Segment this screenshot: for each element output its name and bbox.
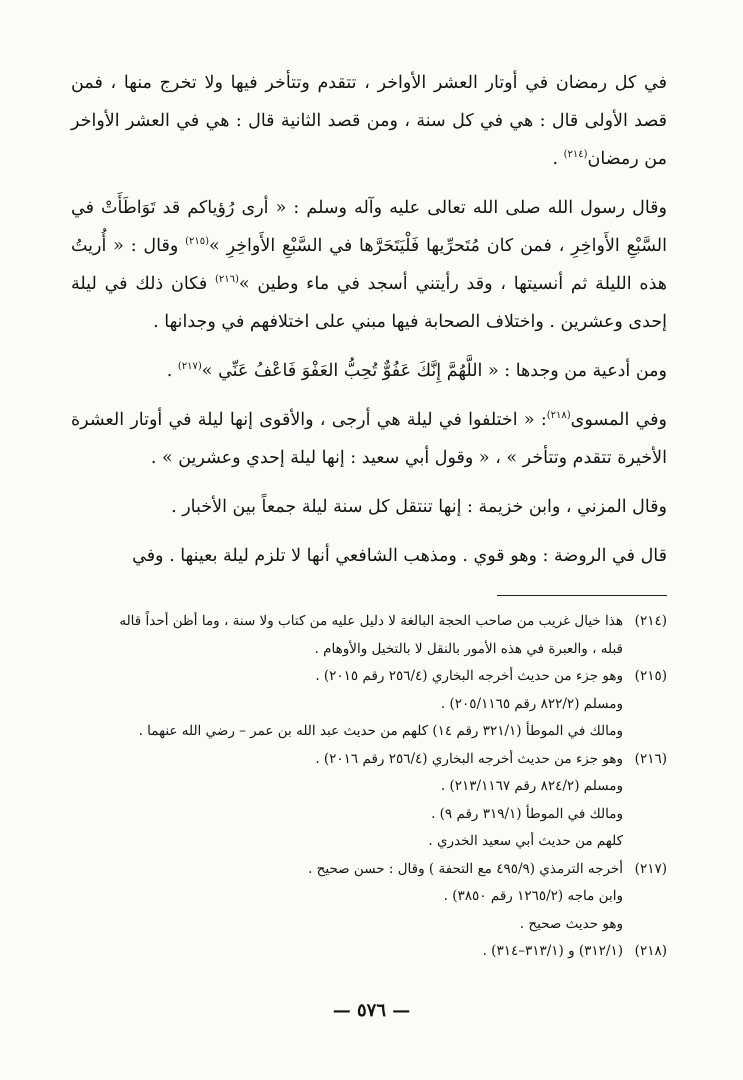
footnote-line: وهو جزء من حديث أخرجه البخاري (٢٥٦/٤ رقم ٢٠١٥) . (315, 668, 623, 684)
paragraph-1 (71, 64, 667, 178)
footnote-ref-217: (٢١٧) (177, 361, 202, 373)
paragraph-5 (71, 488, 667, 526)
footnote-body (71, 938, 623, 966)
footnote-line: قبله ، والعبرة في هذه الأمور بالنقل لا بالتخيل والأوهام . (314, 640, 623, 657)
page-number: — ٥٧٦ — (332, 1000, 411, 1021)
paragraph-6 (71, 537, 667, 575)
footnote-body (71, 856, 623, 939)
footnote-number: (٢١٨) (634, 943, 667, 959)
footnote-line: وهو حديث صحيح . (519, 915, 623, 932)
footnote-body (71, 746, 623, 856)
footnote-line: وابن ماجه (١٢٦٥/٢ رقم ٣٨٥٠) . (443, 888, 623, 904)
footnote-217 (71, 856, 667, 939)
paragraph-2 (71, 189, 667, 341)
footnote-ref-214: (٢١٤) (563, 149, 588, 161)
footnote-number: (٢١٧) (634, 860, 667, 877)
footnote-line: ومسلم (٨٢٤/٢ رقم ٢١٣/١١٦٧) . (440, 778, 623, 794)
footnote-line: (٣١٢/١) و (٣١٣/١–٣١٤) . (482, 943, 623, 959)
paragraph-1-text: في كل رمضان في أوتار العشر الأواخر ، تتقدم وتتأخر فيها ولا تخرج منها ، فمن قصد الأولى قال : هي في كل سنة ، ومن قصد الثانية قال : هي في العشر الأواخر من رمضان (71, 73, 667, 169)
paragraph-2-tail: وقال : « أُريتُ هذه الليلة ثم أنسيتها ، وقد رأيتني أسجد في ماء وطين » (71, 236, 667, 294)
footnote-214 (71, 608, 667, 663)
paragraph-3-text: ومن أدعية من وجدها : « اللَّهُمَّ إِنَّكَ عَفُوٌّ تُحِبُّ العَفْوَ فَاعْفُ عَنِّي » (201, 361, 667, 381)
paragraph-3 (71, 352, 667, 390)
footnote-number: (٢١٥) (634, 668, 667, 684)
footnote-line: ومالك في الموطأ (٣١٩/١ رقم ٩) . (431, 805, 623, 822)
paragraph-4 (71, 401, 667, 477)
footnote-line: وهو جزء من حديث أخرجه البخاري (٢٥٦/٤ رقم ٢٠١٦) . (315, 750, 623, 767)
footnote-divider (497, 595, 667, 596)
footnote-215 (71, 663, 667, 746)
paragraph-2-tail-2: فكان ذلك في ليلة إحدى وعشرين . واختلاف الصحابة فيها مبني على اختلافهم في وجدانها . (71, 274, 667, 332)
footnote-number: (٢١٦) (634, 750, 667, 767)
paragraph-5-text: وقال المزني ، وابن خزيمة : إنها تنتقل كل سنة ليلة جمعاً بين الأخبار . (171, 497, 667, 517)
footnote-number: (٢١٤) (634, 613, 667, 629)
footnote-line: أخرجه الترمذي (٤٩٥/٩ مع التحفة ) وقال : حسن صحيح . (308, 860, 623, 877)
paragraph-3-tail: . (166, 361, 178, 381)
paragraph-6-text: قال في الروضة : وهو قوي . ومذهب الشافعي أنها لا تلزم ليلة بعينها . وفي (132, 546, 667, 566)
footnote-line: هذا خيال غريب من صاحب الحجة البالغة لا دليل عليه من كتاب ولا سنة ، وما أظن أحداً قاله (119, 613, 623, 629)
footnote-body (71, 663, 623, 746)
footnote-218 (71, 938, 667, 966)
footnotes (71, 608, 667, 966)
footnote-ref-216: (٢١٦) (214, 274, 239, 286)
footnote-line: ومسلم (٨٢٢/٢ رقم ٢٠٥/١١٦٥) . (440, 695, 623, 712)
footnote-ref-215: (٢١٥) (185, 236, 210, 248)
footnote-body (71, 608, 623, 663)
paragraph-1-tail: . (552, 149, 564, 169)
main-text (71, 64, 667, 586)
footnote-ref-218: (٢١٨) (546, 410, 571, 422)
paragraph-2-text: وقال رسول الله صلى الله تعالى عليه وآله وسلم : « أرى رُؤياكم قد تَوَاطَأَتْ في السَّبْعِ الأَواخِرِ ، فمن كان مُتَحرِّيها فَلْيَتَحَرَّها في السَّبْعِ الأَواخِرِ » (71, 198, 668, 256)
footnote-line: كلهم من حديث أبي سعيد الخدري . (428, 833, 623, 849)
paragraph-4-tail: : « اختلفوا في ليلة هي أرجى ، والأقوى إنها ليلة في أوتار العشرة الأخيرة تتقدم وتتأخر » ، « وقول أبي سعيد : إنها ليلة إحدي وعشرين » . (71, 410, 667, 468)
paragraph-4-text: وفي المسوى (570, 410, 667, 430)
footnote-line: ومالك في الموطأ (٣٢١/١ رقم ١٤) كلهم من حديث عبد الله بن عمر – رضي الله عنهما . (138, 723, 623, 739)
footnote-216 (71, 746, 667, 856)
